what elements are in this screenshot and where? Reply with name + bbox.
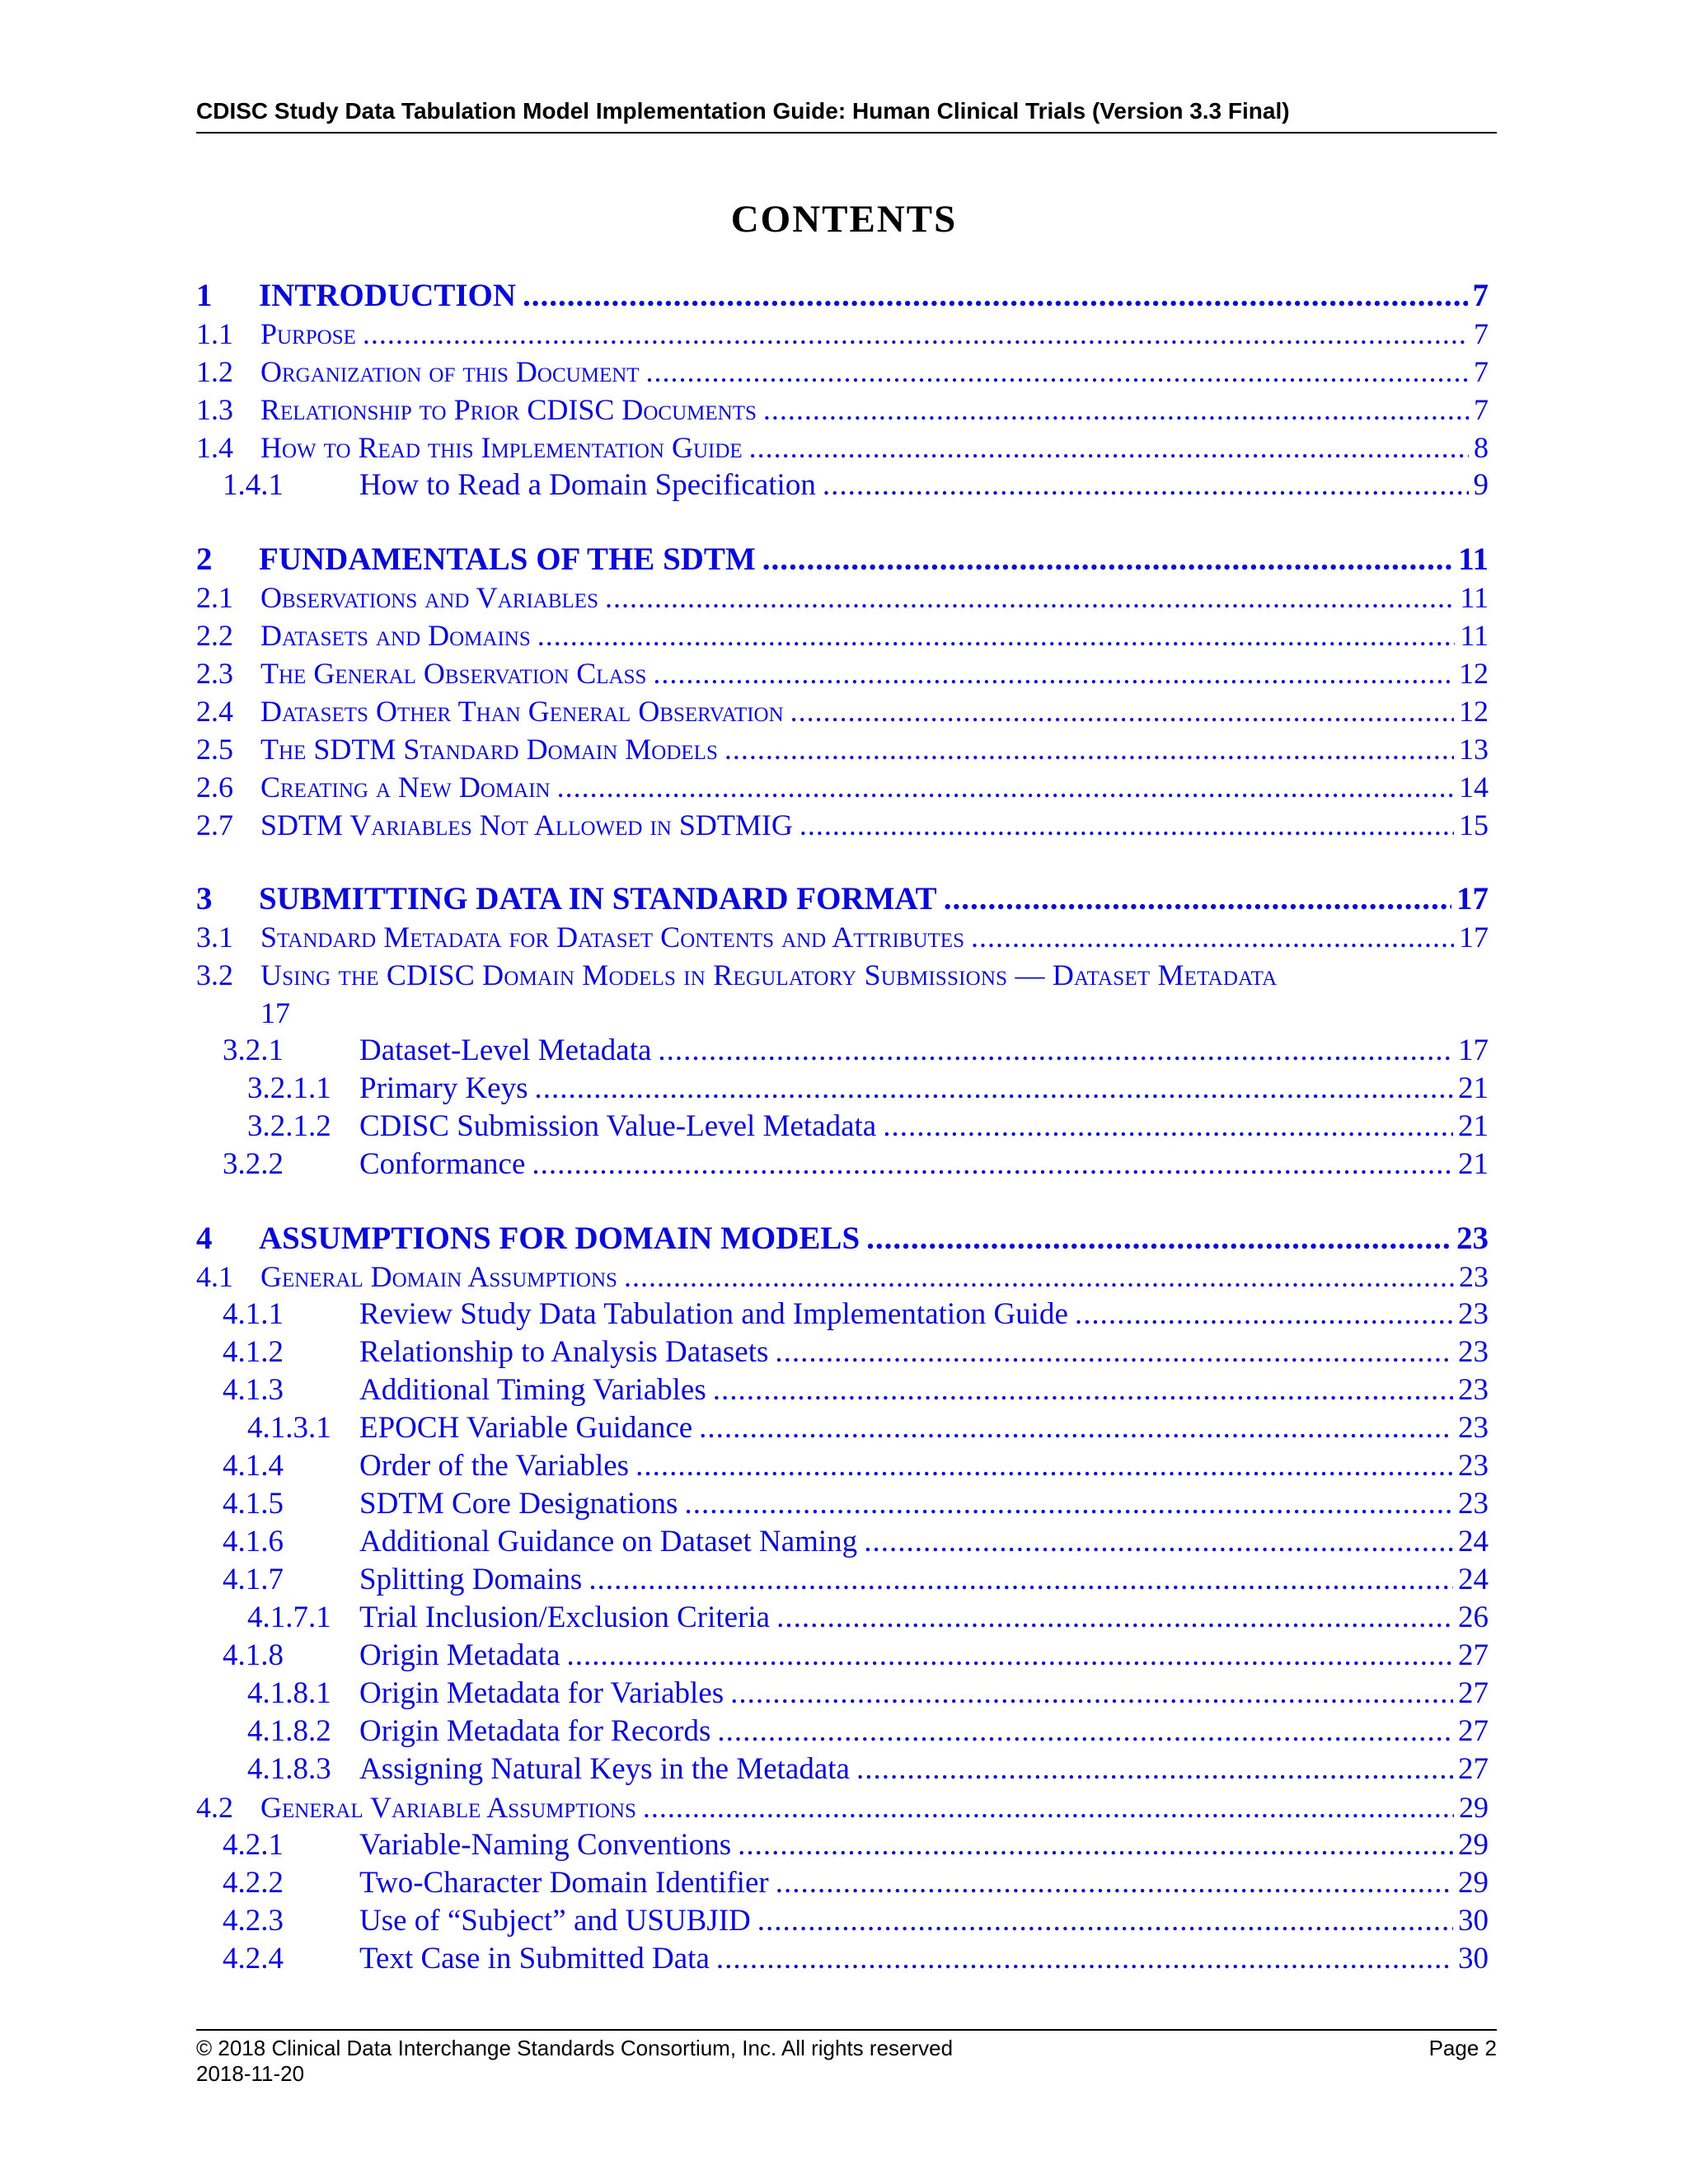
footer-page-number: Page 2 <box>1428 2036 1497 2060</box>
toc-entry-title[interactable]: INTRODUCTION <box>259 277 523 315</box>
toc-entry-page: 7 <box>1474 317 1489 350</box>
toc-entry-level-3[interactable] <box>196 1485 1489 1523</box>
toc-entry-page: 29 <box>1458 1866 1489 1900</box>
toc-entry-level-1[interactable] <box>196 1220 1489 1258</box>
running-footer <box>196 2029 1497 2087</box>
toc-entry-title[interactable]: SDTM Core Designations <box>359 1485 684 1523</box>
toc-entry-page: 12 <box>1459 695 1489 728</box>
toc-entry-number: 4.1.8.2 <box>247 1714 331 1748</box>
toc-entry-number: 2.6 <box>196 771 233 804</box>
toc-entry-number: 4.1.4 <box>223 1449 284 1483</box>
toc-entry-level-3[interactable] <box>196 1826 1489 1864</box>
toc-dot-leader <box>567 1637 1454 1675</box>
toc-entry-number: 4.2.1 <box>223 1828 284 1862</box>
toc-entry-number: 2.7 <box>196 808 233 841</box>
toc-entry-page: 17 <box>260 996 290 1029</box>
toc-entry-title[interactable]: EPOCH Variable Guidance <box>359 1409 699 1447</box>
toc-dot-leader <box>1075 1296 1453 1333</box>
toc-entry-number: 4.1.5 <box>223 1487 284 1521</box>
toc-entry-page: 23 <box>1459 1260 1489 1293</box>
toc-entry-title[interactable]: Origin Metadata for Records <box>359 1713 717 1750</box>
toc-entry-level-3[interactable] <box>196 1864 1489 1902</box>
toc-entry-page: 29 <box>1459 1791 1489 1824</box>
toc-dot-leader <box>776 1599 1453 1637</box>
toc-entry-title[interactable]: Organization of this Document <box>260 353 646 391</box>
toc-entry-title[interactable]: Purpose <box>260 315 363 353</box>
toc-dot-leader <box>724 730 1454 768</box>
toc-entry-page: 29 <box>1458 1828 1489 1862</box>
toc-entry-title[interactable]: ASSUMPTIONS FOR DOMAIN MODELS <box>259 1220 866 1258</box>
toc-entry-page: 8 <box>1474 431 1489 464</box>
toc-entry-page: 27 <box>1458 1676 1489 1710</box>
toc-entry-page: 21 <box>1458 1071 1489 1105</box>
toc-entry-level-2[interactable] <box>196 768 1489 806</box>
toc-entry-page: 17 <box>1458 1033 1489 1067</box>
toc-entry-level-4[interactable] <box>196 1713 1489 1750</box>
toc-entry-title[interactable]: Order of the Variables <box>359 1447 635 1485</box>
toc-entry-number: 4.2.3 <box>223 1904 284 1938</box>
toc-entry-number: 4.1.2 <box>223 1335 284 1369</box>
toc-entry-page: 7 <box>1472 278 1489 313</box>
toc-dot-leader <box>557 768 1454 806</box>
toc-entry-number: 3.2 <box>196 958 233 991</box>
toc-dot-leader <box>624 1258 1454 1296</box>
toc-entry-title[interactable]: Origin Metadata for Variables <box>359 1675 730 1713</box>
toc-entry-level-4[interactable] <box>196 1108 1489 1146</box>
toc-entry-number: 4 <box>196 1221 213 1256</box>
toc-entry-number: 2.3 <box>196 657 233 690</box>
toc-entry-number: 3.1 <box>196 921 233 954</box>
toc-entry-page: 27 <box>1458 1714 1489 1748</box>
toc-dot-leader <box>866 1220 1451 1258</box>
toc-entry-number: 4.1.3 <box>223 1373 284 1407</box>
toc-entry-number: 2.5 <box>196 733 233 766</box>
toc-entry-title[interactable]: Relationship to Analysis Datasets <box>359 1333 775 1371</box>
toc-entry-number: 3.2.1 <box>223 1033 284 1067</box>
toc-entry-level-2[interactable] <box>196 315 1489 353</box>
toc-entry-page: 9 <box>1473 468 1489 502</box>
toc-entry-number: 3.2.1.1 <box>247 1071 331 1105</box>
toc-entry-title[interactable]: Conformance <box>359 1146 532 1183</box>
toc-dot-leader <box>944 880 1451 918</box>
toc-entry-number: 4.1.8.1 <box>247 1676 331 1710</box>
toc-entry-page: 11 <box>1458 541 1489 577</box>
toc-entry-title[interactable]: SDTM Variables Not Allowed in SDTMIG <box>260 806 799 844</box>
toc-entry-title[interactable]: The SDTM Standard Domain Models <box>260 730 724 768</box>
toc-entry-title[interactable]: Additional Timing Variables <box>359 1371 713 1409</box>
toc-dot-leader <box>864 1523 1453 1561</box>
toc-entry-level-3[interactable] <box>196 1447 1489 1485</box>
toc-entry-page: 21 <box>1458 1109 1489 1143</box>
toc-entry-level-3[interactable] <box>196 1940 1489 1978</box>
toc-entry-level-1[interactable] <box>196 880 1489 918</box>
toc-entry-number: 4.1.7.1 <box>247 1601 331 1634</box>
toc-entry-level-1[interactable] <box>196 277 1489 315</box>
toc-entry-level-3[interactable] <box>196 1146 1489 1183</box>
toc-entry-number: 3.2.1.2 <box>247 1109 331 1143</box>
toc-entry-number: 4.1.3.1 <box>247 1411 331 1445</box>
toc-entry-title[interactable]: Origin Metadata <box>359 1637 567 1675</box>
toc-dot-leader <box>717 1713 1453 1750</box>
toc-entry-number: 1.1 <box>196 317 233 350</box>
toc-entry-level-3[interactable] <box>196 466 1489 504</box>
section-gap <box>196 844 1489 880</box>
toc-entry-number: 1 <box>196 278 213 313</box>
page-title: CONTENTS <box>730 198 958 241</box>
toc-entry-page: 17 <box>1456 881 1489 916</box>
toc-dot-leader <box>763 391 1469 429</box>
toc-dot-leader <box>713 1371 1453 1409</box>
toc-entry-level-3[interactable] <box>196 1902 1489 1940</box>
toc-dot-leader <box>971 918 1454 956</box>
toc-entry-page: 13 <box>1459 733 1489 766</box>
toc-entry-page: 11 <box>1460 619 1489 652</box>
toc-entry-title[interactable]: Review Study Data Tabulation and Implementation Guide <box>359 1296 1075 1333</box>
toc-entry-level-3[interactable] <box>196 1561 1489 1599</box>
toc-dot-leader <box>790 692 1454 730</box>
toc-entry-page: 17 <box>1459 921 1489 954</box>
toc-entry-number: 4.1 <box>196 1260 233 1293</box>
toc-entry-title[interactable]: Datasets and Domains <box>260 616 537 654</box>
toc-dot-leader <box>684 1485 1453 1523</box>
toc-entry-level-3[interactable] <box>196 1371 1489 1409</box>
toc-entry-number: 4.2.4 <box>223 1942 284 1975</box>
toc-entry-number: 4.1.8 <box>223 1638 284 1672</box>
toc-entry-title[interactable]: Creating a New Domain <box>260 768 557 806</box>
toc-entry-page: 23 <box>1456 1221 1489 1256</box>
toc-entry-title[interactable]: Splitting Domains <box>359 1561 588 1599</box>
toc-entry-level-4[interactable] <box>196 1599 1489 1637</box>
toc-entry-level-4[interactable] <box>196 1070 1489 1108</box>
toc-entry-title[interactable]: Variable-Naming Conventions <box>359 1826 738 1864</box>
toc-entry-page: 30 <box>1458 1904 1489 1938</box>
toc-entry-title[interactable]: Standard Metadata for Dataset Contents and Attributes <box>260 918 971 956</box>
toc-entry-number: 2.1 <box>196 581 233 614</box>
toc-entry-title[interactable]: Two-Character Domain Identifier <box>359 1864 776 1902</box>
toc-entry-page: 27 <box>1458 1752 1489 1786</box>
toc-entry-title[interactable]: Trial Inclusion/Exclusion Criteria <box>359 1599 776 1637</box>
toc-entry-number: 4.2.2 <box>223 1866 284 1900</box>
toc-dot-leader <box>635 1447 1453 1485</box>
toc-dot-leader <box>749 429 1469 466</box>
toc-entry-title[interactable]: FUNDAMENTALS OF THE SDTM <box>259 541 762 579</box>
toc-entry-title[interactable]: Text Case in Submitted Data <box>359 1940 716 1978</box>
toc-entry-title[interactable]: Dataset-Level Metadata <box>359 1032 658 1070</box>
running-header: CDISC Study Data Tabulation Model Implementation Guide: Human Clinical Trials (Version 3.3 Final) <box>196 97 1497 134</box>
toc-entry-page: 27 <box>1458 1638 1489 1672</box>
toc-entry-page: 30 <box>1458 1942 1489 1975</box>
toc-entry-page: 24 <box>1458 1525 1489 1558</box>
toc-entry-page: 23 <box>1458 1297 1489 1331</box>
footer-date: 2018-11-20 <box>196 2061 305 2086</box>
toc-entry-number: 3.2.2 <box>223 1147 284 1181</box>
toc-entry-title[interactable]: Observations and Variables <box>260 579 605 616</box>
toc-entry-level-2[interactable] <box>196 429 1489 466</box>
toc-dot-leader <box>535 1070 1454 1108</box>
toc-entry-level-2[interactable] <box>196 730 1489 768</box>
toc-dot-leader <box>757 1902 1453 1940</box>
toc-dot-leader <box>699 1409 1453 1447</box>
toc-dot-leader <box>762 541 1453 579</box>
toc-entry-number: 2.4 <box>196 695 233 728</box>
toc-entry-level-2[interactable] <box>196 918 1489 956</box>
toc-entry-title[interactable]: Relationship to Prior CDISC Documents <box>260 391 763 429</box>
toc-entry-level-2[interactable] <box>196 579 1489 616</box>
toc-entry-page: 15 <box>1459 808 1489 841</box>
toc-entry-number: 4.2 <box>196 1791 233 1824</box>
toc-entry-level-2[interactable] <box>196 616 1489 654</box>
toc-entry-level-3[interactable] <box>196 1032 1489 1070</box>
toc-entry-page: 7 <box>1474 393 1489 426</box>
toc-entry-page: 14 <box>1459 771 1489 804</box>
toc-dot-leader <box>856 1750 1453 1788</box>
toc-entry-level-4[interactable] <box>196 1675 1489 1713</box>
toc-entry-title[interactable]: General Domain Assumptions <box>260 1258 624 1296</box>
toc-dot-leader <box>738 1826 1453 1864</box>
toc-entry-page: 23 <box>1458 1335 1489 1369</box>
toc-dot-leader <box>605 579 1455 616</box>
toc-entry-number: 4.1.7 <box>223 1563 284 1596</box>
toc-dot-leader <box>730 1675 1453 1713</box>
toc-entry-title[interactable]: The General Observation Class <box>260 654 653 692</box>
toc-dot-leader <box>532 1146 1453 1183</box>
toc-dot-leader <box>799 806 1454 844</box>
toc-entry-level-3[interactable] <box>196 1296 1489 1333</box>
toc-entry-level-2[interactable] <box>196 806 1489 844</box>
footer-copyright: © 2018 Clinical Data Interchange Standards Consortium, Inc. All rights reserved <box>196 2036 954 2060</box>
toc-entry-level-2[interactable] <box>196 353 1489 391</box>
toc-dot-leader <box>776 1864 1453 1902</box>
toc-dot-leader <box>588 1561 1453 1599</box>
toc-entry-page: 7 <box>1474 355 1489 388</box>
toc-dot-leader <box>823 466 1469 504</box>
toc-entry-number: 1.4 <box>196 431 233 464</box>
toc-dot-leader <box>537 616 1456 654</box>
toc-entry-level-3[interactable] <box>196 1637 1489 1675</box>
toc-entry-title[interactable]: Use of “Subject” and USUBJID <box>359 1902 757 1940</box>
toc-entry-number: 1.4.1 <box>223 468 284 502</box>
toc-dot-leader <box>658 1032 1453 1070</box>
toc-entry-level-2[interactable] <box>196 692 1489 730</box>
toc-entry-title[interactable]: CDISC Submission Value-Level Metadata <box>359 1108 883 1146</box>
toc-dot-leader <box>883 1108 1453 1146</box>
toc-entry-number: 4.1.6 <box>223 1525 284 1558</box>
toc-entry-title[interactable]: General Variable Assumptions <box>260 1788 643 1826</box>
toc-entry-title[interactable]: Assigning Natural Keys in the Metadata <box>359 1750 856 1788</box>
toc-entry-level-2[interactable] <box>196 1788 1489 1826</box>
toc-entry-page: 23 <box>1458 1487 1489 1521</box>
section-gap <box>196 1183 1489 1220</box>
toc-dot-leader <box>775 1333 1453 1371</box>
toc-entry-level-2[interactable] <box>196 956 1489 1032</box>
toc-entry-title[interactable]: Using the CDISC Domain Models in Regulatory Submissions — Dataset Metadata <box>260 958 1278 991</box>
toc-entry-number: 3 <box>196 881 213 916</box>
toc-entry-number: 2 <box>196 541 213 577</box>
toc-entry-level-3[interactable] <box>196 1523 1489 1561</box>
toc-entry-number: 1.3 <box>196 393 233 426</box>
toc-entry-level-1[interactable] <box>196 541 1489 579</box>
toc-entry-page: 12 <box>1459 657 1489 690</box>
toc-entry-title[interactable]: Primary Keys <box>359 1070 535 1108</box>
toc-dot-leader <box>646 353 1469 391</box>
toc-entry-number: 2.2 <box>196 619 233 652</box>
toc-entry-level-2[interactable] <box>196 654 1489 692</box>
toc-entry-page: 23 <box>1458 1449 1489 1483</box>
toc-entry-title[interactable]: Additional Guidance on Dataset Naming <box>359 1523 864 1561</box>
toc-entry-page: 23 <box>1458 1411 1489 1445</box>
toc-entry-page: 23 <box>1458 1373 1489 1407</box>
toc-entry-level-2[interactable] <box>196 1258 1489 1296</box>
section-gap <box>196 504 1489 541</box>
toc-entry-level-4[interactable] <box>196 1409 1489 1447</box>
toc-entry-page: 21 <box>1458 1147 1489 1181</box>
toc-entry-title[interactable]: How to Read a Domain Specification <box>359 466 823 504</box>
toc-entry-number: 4.1.1 <box>223 1297 284 1331</box>
toc-entry-title[interactable]: How to Read this Implementation Guide <box>260 429 749 466</box>
toc-entry-level-4[interactable] <box>196 1750 1489 1788</box>
toc-entry-number: 1.2 <box>196 355 233 388</box>
toc-entry-title[interactable]: Datasets Other Than General Observation <box>260 692 790 730</box>
toc-entry-page: 24 <box>1458 1563 1489 1596</box>
toc-entry-page: 11 <box>1460 581 1489 614</box>
toc-dot-leader <box>653 654 1454 692</box>
toc-dot-leader <box>716 1940 1453 1978</box>
toc-entry-level-3[interactable] <box>196 1333 1489 1371</box>
toc-entry-title[interactable]: SUBMITTING DATA IN STANDARD FORMAT <box>259 880 944 918</box>
toc-dot-leader <box>643 1788 1454 1826</box>
table-of-contents <box>196 277 1489 1978</box>
toc-dot-leader <box>363 315 1469 353</box>
toc-entry-number: 4.1.8.3 <box>247 1752 331 1786</box>
toc-dot-leader <box>523 277 1467 315</box>
toc-entry-page: 26 <box>1458 1601 1489 1634</box>
toc-entry-level-2[interactable] <box>196 391 1489 429</box>
